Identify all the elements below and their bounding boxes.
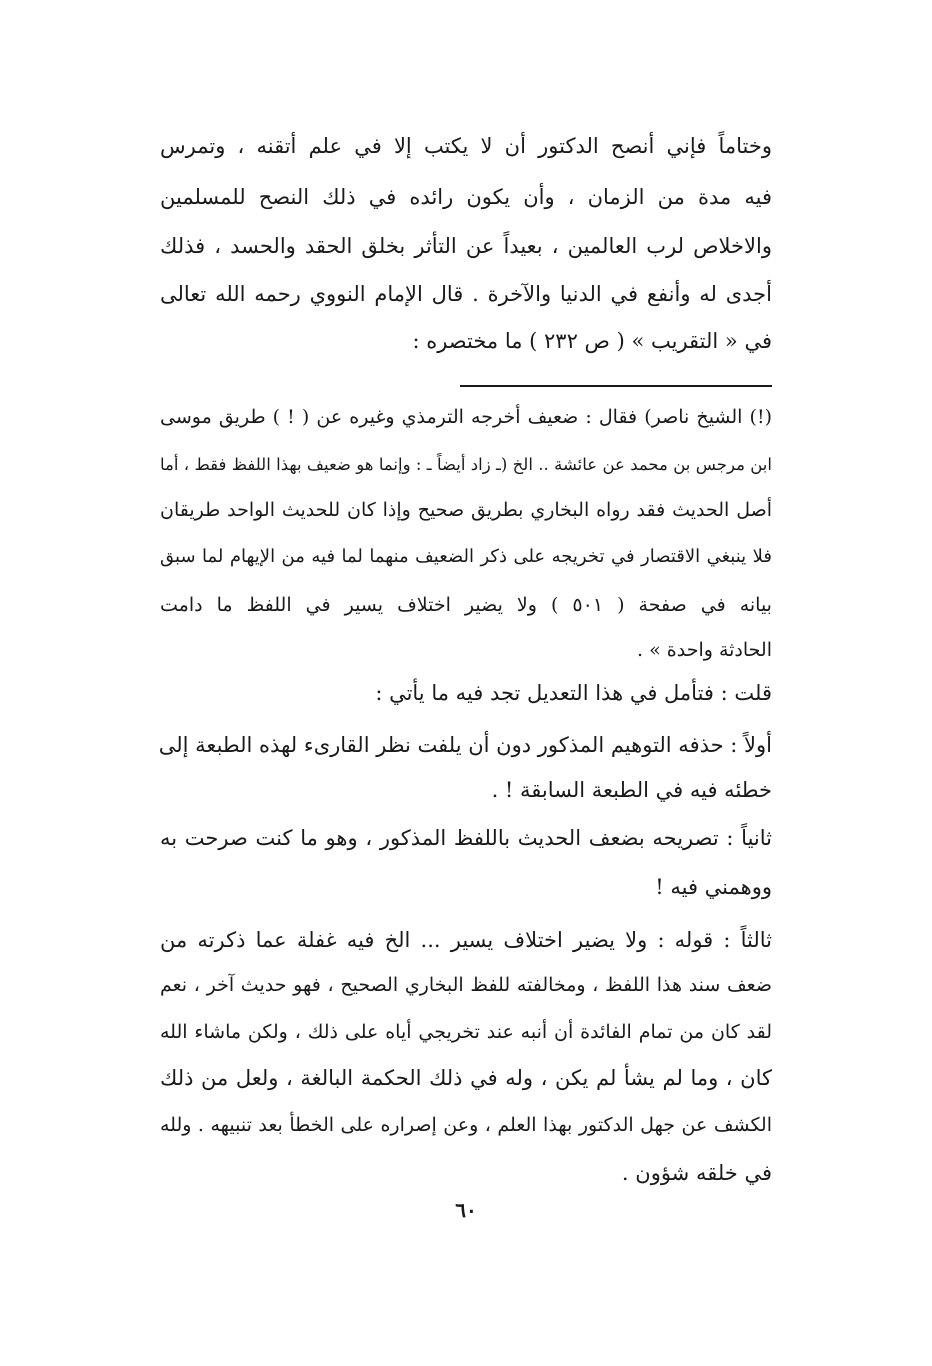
- main-text-line: في « التقريب » ( ص ٢٣٢ ) ما مختصره :: [412, 329, 772, 353]
- body-text-line: خطئه فيه في الطبعة السابقة ! .: [491, 778, 772, 802]
- footnote-line: الحادثة واحدة » .: [637, 639, 772, 661]
- footnote-line: بيانه في صفحة ( ٥٠١ ) ولا يضير اختلاف يسير في اللفظ ما دامت: [160, 594, 772, 616]
- footnote-line: ابن مرجس بن محمد عن عائشة .. الخ (ـ زاد أيضاً ـ : وإنما هو ضعيف بهذا اللفظ فقط ، أما: [160, 455, 772, 474]
- body-text-line: ووهمني فيه !: [655, 875, 772, 899]
- main-text-line: أجدى له وأنفع في الدنيا والآخرة . قال الإمام النووي رحمه الله تعالى: [160, 282, 772, 306]
- body-text-line: ثانياً : تصريحه بضعف الحديث باللفظ المذكور ، وهو ما كنت صرحت به: [160, 826, 772, 850]
- body-text-line: الكشف عن جهل الدكتور بهذا العلم ، وعن إصراره على الخطأ بعد تنبيهه . ولله: [160, 1114, 772, 1136]
- body-text-line: لقد كان من تمام الفائدة أن أنبه عند تخريجي أياه على ذلك ، ولكن ماشاء الله: [160, 1021, 772, 1043]
- footnote-separator: [460, 385, 772, 387]
- footnote-line: (!) الشيخ ناصر) فقال : ضعيف أخرجه الترمذي وغيره عن ( ! ) طريق موسى: [160, 406, 772, 428]
- main-text-line: والاخلاص لرب العالمين ، بعيداً عن التأثر بخلق الحقد والحسد ، فذلك: [160, 234, 772, 258]
- body-text-line: في خلقه شؤون .: [621, 1161, 772, 1185]
- main-text-line: وختاماً فإني أنصح الدكتور أن لا يكتب إلا في علم أتقنه ، وتمرس: [160, 134, 772, 158]
- body-text-line: ضعف سند هذا اللفظ ، ومخالفته للفظ البخاري الصحيح ، فهو حديث آخر ، نعم: [160, 974, 772, 996]
- footnote-line: أصل الحديث فقد رواه البخاري بطريق صحيح وإذا كان للحديث الواحد طريقان: [160, 499, 772, 521]
- main-text-line: فيه مدة من الزمان ، وأن يكون رائده في ذلك النصح للمسلمين: [160, 185, 772, 209]
- body-text-line: أولاً : حذفه التوهيم المذكور دون أن يلفت نظر القارىء لهذه الطبعة إلى: [158, 733, 772, 757]
- page-number: ٦٠: [455, 1198, 477, 1222]
- body-text-line: ثالثاً : قوله : ولا يضير اختلاف يسير ... الخ فيه غفلة عما ذكرته من: [160, 928, 772, 952]
- body-text-line: كان ، وما لم يشأ لم يكن ، وله في ذلك الحكمة البالغة ، ولعل من ذلك: [160, 1066, 772, 1090]
- body-text-line: قلت : فتأمل في هذا التعديل تجد فيه ما يأتي :: [375, 681, 772, 705]
- footnote-line: فلا ينبغي الاقتصار في تخريجه على ذكر الضعيف منهما لما فيه من الإيهام لما سبق: [160, 546, 772, 567]
